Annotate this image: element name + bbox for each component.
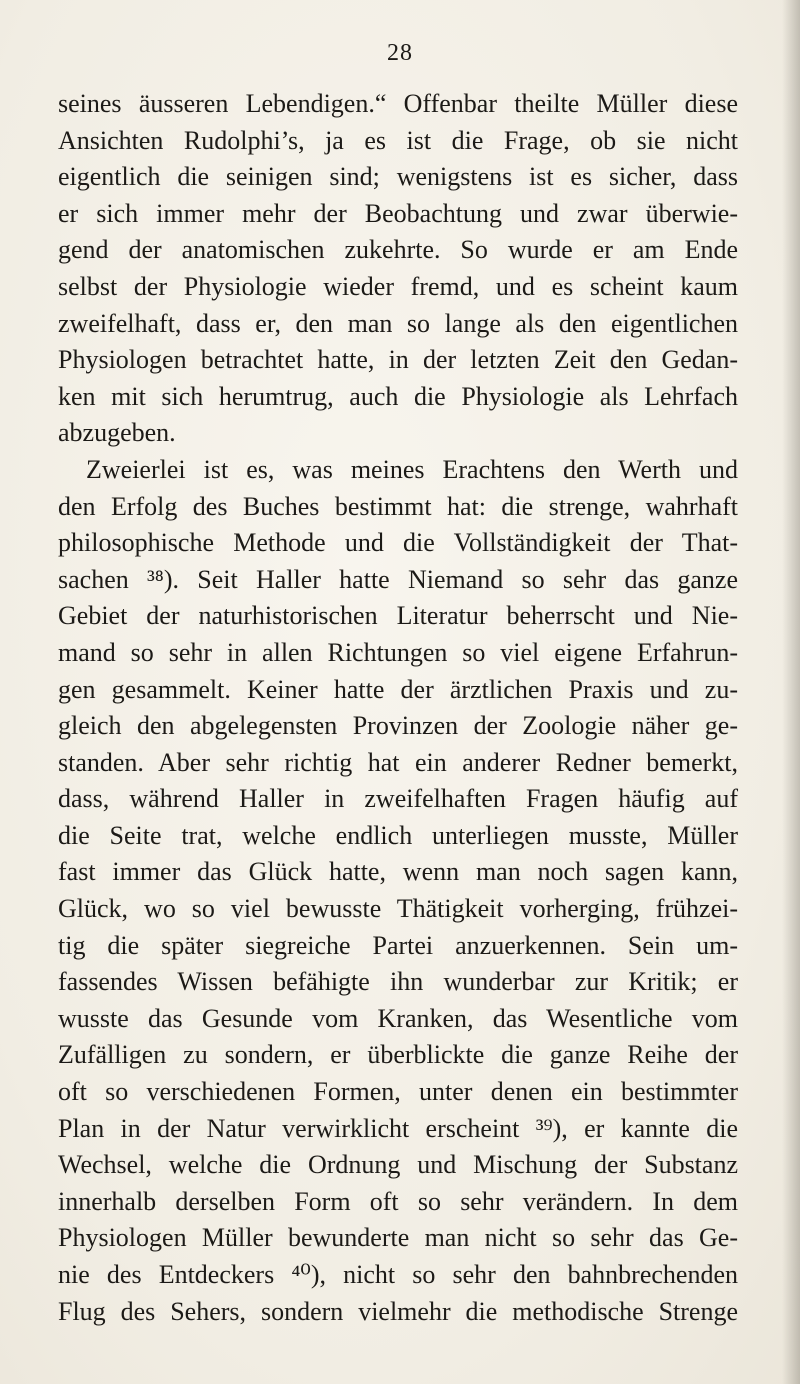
text-line: Physiologen betrachtet hatte, in der letzten Zeit den Gedan- — [58, 345, 738, 375]
text-line: Flug des Sehers, sondern vielmehr die methodische Strenge — [58, 1296, 738, 1326]
text-line: zweifelhaft, dass er, den man so lange als den eigentlichen — [58, 308, 738, 338]
text-line: gleich den abgelegensten Provinzen der Zoologie näher ge- — [58, 711, 738, 741]
text-line: Plan in der Natur verwirklicht erscheint ³⁹), er kannte die — [58, 1113, 738, 1143]
text-line: tig die später siegreiche Partei anzuerkennen. Sein um- — [58, 930, 738, 960]
body-text — [58, 86, 738, 1330]
text-line: eigentlich die seinigen sind; wenigstens ist es sicher, dass — [58, 162, 738, 192]
text-line: wusste das Gesunde vom Kranken, das Wesentliche vom — [58, 1003, 738, 1033]
text-line: gen gesammelt. Keiner hatte der ärztlichen Praxis und zu- — [58, 674, 738, 704]
text-line: er sich immer mehr der Beobachtung und zwar überwie- — [58, 198, 738, 228]
text-line: Physiologen Müller bewunderte man nicht so sehr das Ge- — [58, 1223, 738, 1253]
text-line: selbst der Physiologie wieder fremd, und es scheint kaum — [58, 271, 738, 301]
text-line: gend der anatomischen zukehrte. So wurde er am Ende — [58, 235, 738, 265]
text-line: philosophische Methode und die Vollständigkeit der That- — [58, 528, 738, 558]
text-line: ken mit sich herumtrug, auch die Physiologie als Lehrfach — [58, 381, 738, 411]
paragraph-start-line: Zweierlei ist es, was meines Erachtens den Werth und — [86, 454, 738, 484]
text-line: dass, während Haller in zweifelhaften Fragen häufig auf — [58, 784, 738, 814]
paragraph-end-line: abzugeben. — [58, 418, 176, 448]
page-number: 28 — [387, 40, 413, 66]
text-line: fast immer das Glück hatte, wenn man noch sagen kann, — [58, 857, 738, 887]
text-line: standen. Aber sehr richtig hat ein anderer Redner bemerkt, — [58, 747, 738, 777]
text-line: mand so sehr in allen Richtungen so viel eigene Erfahrun- — [58, 637, 738, 667]
text-line: Ansichten Rudolphi’s, ja es ist die Frage, ob sie nicht — [58, 125, 738, 155]
text-line: Gebiet der naturhistorischen Literatur beherrscht und Nie- — [58, 601, 738, 631]
text-line: nie des Entdeckers ⁴⁰), nicht so sehr den bahnbrechenden — [58, 1260, 738, 1289]
text-line: Glück, wo so viel bewusste Thätigkeit vorherging, frühzei- — [58, 894, 738, 924]
text-line: oft so verschiedenen Formen, unter denen ein bestimmter — [58, 1077, 738, 1107]
text-line: fassendes Wissen befähigte ihn wunderbar zur Kritik; er — [58, 967, 738, 997]
text-line: Zufälligen zu sondern, er überblickte die ganze Reihe der — [58, 1040, 738, 1070]
text-line: Wechsel, welche die Ordnung und Mischung der Substanz — [58, 1150, 738, 1180]
text-line: den Erfolg des Buches bestimmt hat: die strenge, wahrhaft — [58, 491, 738, 521]
text-line: sachen ³⁸). Seit Haller hatte Niemand so sehr das ganze — [58, 564, 738, 594]
page-edge-shadow — [782, 0, 800, 1384]
text-line: innerhalb derselben Form oft so sehr verändern. In dem — [58, 1186, 738, 1216]
text-line: seines äusseren Lebendigen.“ Offenbar theilte Müller diese — [58, 89, 738, 118]
text-line: die Seite trat, welche endlich unterliegen musste, Müller — [58, 820, 738, 850]
